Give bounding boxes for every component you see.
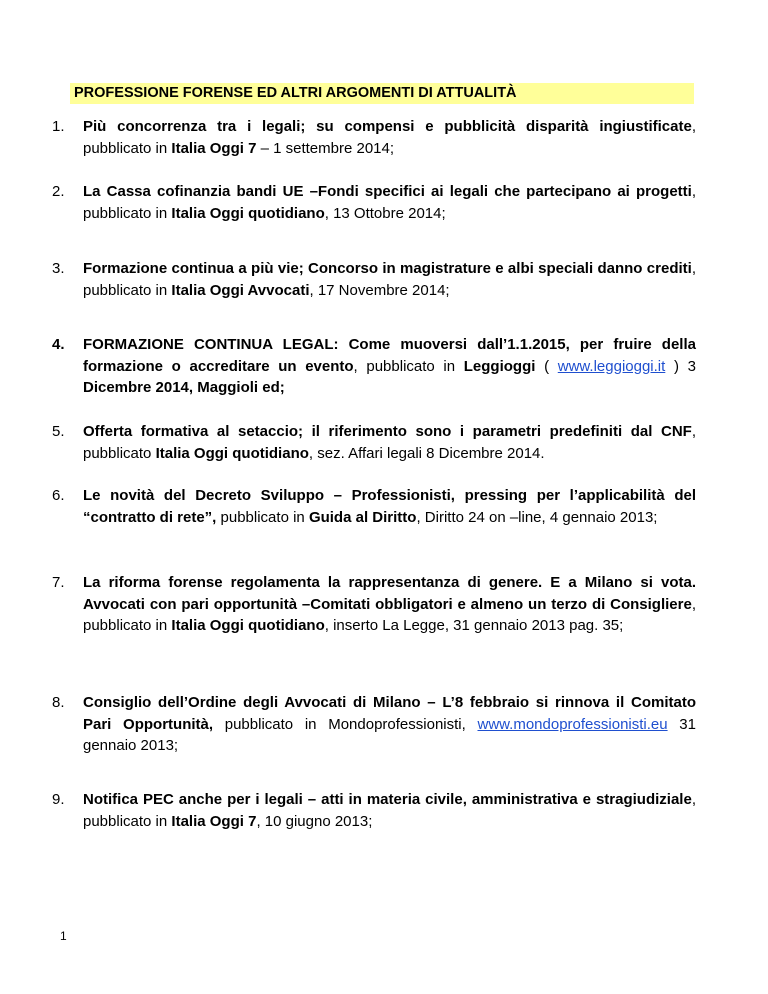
- list-item: [52, 116, 696, 159]
- bold-text-run: La riforma forense regolamenta la rappresentanza di genere. E a Milano si vota. Avvocati con pari opportunità –Comitati obbligatori e almeno un terzo di Consigliere: [83, 574, 696, 613]
- bold-text-run: Offerta formativa al setaccio; il riferimento sono i parametri predefiniti dal CNF: [83, 423, 692, 440]
- item-number: 7.: [52, 574, 65, 591]
- item-number: 5.: [52, 423, 65, 440]
- text-run: , pubblicato in: [83, 118, 696, 157]
- bold-text-run: Guida al Diritto: [308, 508, 417, 526]
- list-item: [52, 485, 696, 528]
- text-run: , pubblicato in: [83, 595, 696, 634]
- item-text: [83, 692, 696, 757]
- item-text: [83, 789, 696, 832]
- list-item: [52, 334, 696, 399]
- text-run: pubblicato in Mondoprofessionisti,: [213, 715, 478, 733]
- bold-text-run: Italia Oggi quotidiano: [171, 617, 325, 634]
- text-run: , inserto La Legge, 31 gennaio 2013 pag. 35;: [324, 617, 624, 634]
- item-number: 2.: [52, 183, 65, 200]
- text-run: , pubblicato in: [83, 183, 696, 222]
- bold-text-run: Più concorrenza tra i legali; su compensi e pubblicità disparità ingiustificate: [83, 118, 692, 135]
- page-number: 1: [60, 929, 67, 943]
- list-item: [52, 572, 696, 637]
- bold-text-run: FORMAZIONE CONTINUA LEGAL: Come muoversi dall’1.1.2015, per fruire della formazione o accreditare un evento: [83, 336, 696, 375]
- bold-text-run: Italia Oggi quotidiano: [155, 444, 309, 462]
- bold-text-run: Italia Oggi 7: [171, 139, 257, 157]
- bold-text-run: Dicembre 2014, Maggioli ed;: [83, 379, 285, 396]
- text-run: (: [535, 357, 558, 375]
- text-run: , pubblicato in: [353, 357, 464, 375]
- bold-text-run: Italia Oggi quotidiano: [171, 204, 325, 222]
- text-run: , 17 Novembre 2014;: [309, 281, 450, 299]
- external-link[interactable]: www.leggioggi.it: [557, 357, 666, 375]
- text-run: , sez. Affari legali 8 Dicembre 2014.: [308, 444, 545, 462]
- item-number: 6.: [52, 487, 65, 504]
- external-link[interactable]: www.mondoprofessionisti.eu: [477, 715, 668, 733]
- text-run: , 10 giugno 2013;: [256, 812, 373, 830]
- bold-text-run: Notifica PEC anche per i legali – atti in materia civile, amministrativa e stragiudiziale: [83, 791, 692, 808]
- bold-text-run: Formazione continua a più vie; Concorso in magistrature e albi speciali danno crediti: [83, 260, 692, 277]
- item-number: 9.: [52, 791, 65, 808]
- bold-text-run: Le novità del Decreto Sviluppo – Professionisti, pressing per l’applicabilità del “contratto di rete”,: [83, 487, 696, 526]
- section-heading: PROFESSIONE FORENSE ED ALTRI ARGOMENTI DI ATTUALITÀ: [70, 83, 694, 104]
- text-run: , pubblicato in: [83, 260, 696, 299]
- bold-text-run: Leggioggi: [463, 357, 536, 375]
- item-number: 4.: [52, 336, 65, 353]
- text-run: 31 gennaio 2013;: [83, 715, 696, 754]
- bold-text-run: La Cassa cofinanzia bandi UE –Fondi specifici ai legali che partecipano ai progetti: [83, 183, 692, 200]
- text-run: , pubblicato: [83, 423, 696, 462]
- text-run: pubblicato in: [216, 508, 309, 526]
- list-item: [52, 421, 696, 464]
- item-text: [83, 485, 696, 528]
- list-item: [52, 789, 696, 832]
- list-item: [52, 692, 696, 757]
- list-item: [52, 258, 696, 301]
- item-text: [83, 334, 696, 399]
- list-item: [52, 181, 696, 224]
- item-text: [83, 258, 696, 301]
- text-run: – 1 settembre 2014;: [256, 139, 395, 157]
- text-run: ) 3: [665, 357, 696, 375]
- item-text: [83, 181, 696, 224]
- bold-text-run: Italia Oggi 7: [171, 812, 257, 830]
- item-number: 3.: [52, 260, 65, 277]
- bold-text-run: Italia Oggi Avvocati: [171, 281, 310, 299]
- item-text: [83, 116, 696, 159]
- text-run: , Diritto 24 on –line, 4 gennaio 2013;: [416, 508, 658, 526]
- text-run: , 13 Ottobre 2014;: [324, 204, 446, 222]
- bold-text-run: Consiglio dell’Ordine degli Avvocati di Milano – L’8 febbraio si rinnova il Comitato Pari Opportunità,: [83, 694, 696, 733]
- text-run: , pubblicato in: [83, 791, 696, 830]
- item-text: [83, 421, 696, 464]
- item-number: 8.: [52, 694, 65, 711]
- item-number: 1.: [52, 118, 65, 135]
- item-text: [83, 572, 696, 637]
